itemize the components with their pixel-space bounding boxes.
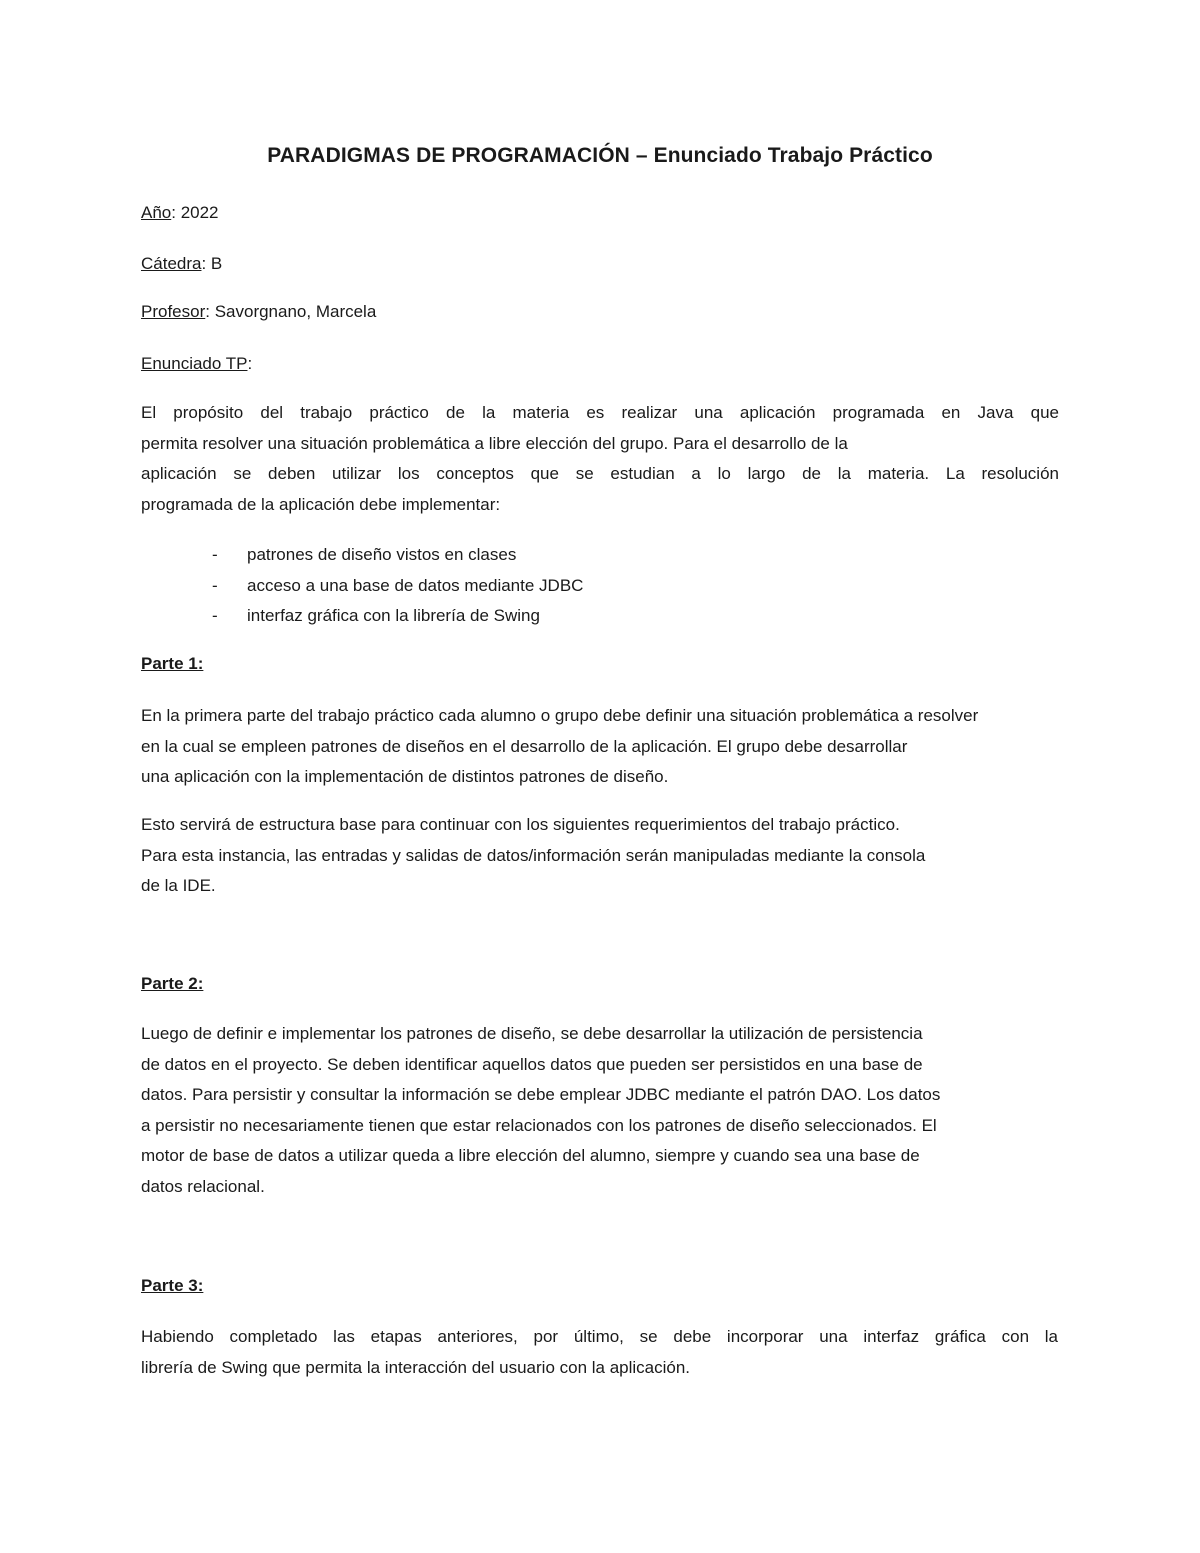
paragraph-line: una aplicación con la implementación de distintos patrones de diseño. bbox=[141, 767, 669, 786]
part3-heading: Parte 3: bbox=[141, 1276, 204, 1295]
year-row bbox=[141, 203, 219, 223]
bullet-dash: - bbox=[212, 606, 218, 625]
part3-paragraph-1 bbox=[141, 1322, 1058, 1383]
list-item-text: patrones de diseño vistos en clases bbox=[247, 545, 517, 564]
statement-value: : bbox=[247, 354, 253, 373]
list-item-text: acceso a una base de datos mediante JDBC bbox=[247, 575, 584, 595]
part1-paragraph-2 bbox=[141, 810, 925, 902]
paragraph-line: permita resolver una situación problemática a libre elección del grupo. Para el desarrollo de la bbox=[141, 433, 848, 453]
paragraph-line: de la IDE. bbox=[141, 876, 216, 895]
paragraph-line: motor de base de datos a utilizar queda a libre elección del alumno, siempre y cuando sea una base de bbox=[141, 1146, 920, 1165]
chair-label: Cátedra bbox=[141, 254, 202, 273]
paragraph-line: datos relacional. bbox=[141, 1176, 265, 1196]
year-value: : 2022 bbox=[171, 203, 219, 222]
paragraph-line: de datos en el proyecto. Se deben identificar aquellos datos que pueden ser persistidos en una base de bbox=[141, 1054, 923, 1074]
year-label: Año bbox=[141, 203, 172, 222]
statement-row bbox=[141, 354, 252, 374]
professor-row bbox=[141, 302, 376, 322]
chair-row bbox=[141, 254, 222, 274]
paragraph-line: Para esta instancia, las entradas y salidas de datos/información serán manipuladas mediante la consola bbox=[141, 845, 926, 865]
list-item-text: interfaz gráfica con la librería de Swing bbox=[247, 606, 540, 625]
professor-label: Profesor bbox=[141, 302, 206, 321]
paragraph-line: programada de la aplicación debe implementar: bbox=[141, 494, 501, 514]
paragraph-line: a persistir no necesariamente tienen que estar relacionados con los patrones de diseño seleccionados. El bbox=[141, 1115, 937, 1135]
bullet-dash: - bbox=[212, 545, 218, 564]
professor-value: : Savorgnano, Marcela bbox=[205, 302, 377, 321]
paragraph-line: datos. Para persistir y consultar la información se debe emplear JDBC mediante el patrón DAO. Los datos bbox=[141, 1085, 941, 1104]
paragraph-line: El propósito del trabajo práctico de la materia es realizar una aplicación programada en Java que bbox=[141, 403, 1059, 422]
part1-paragraph-1 bbox=[141, 701, 978, 793]
paragraph-line: en la cual se empleen patrones de diseños en el desarrollo de la aplicación. El grupo debe desarrollar bbox=[141, 736, 908, 756]
paragraph-line: librería de Swing que permita la interacción del usuario con la aplicación. bbox=[141, 1357, 691, 1377]
bullet-dash: - bbox=[212, 575, 218, 595]
part2-heading: Parte 2: bbox=[141, 974, 204, 993]
part2-paragraph-1 bbox=[141, 1019, 940, 1202]
paragraph-line: aplicación se deben utilizar los conceptos que se estudian a lo largo de la materia. La resolución bbox=[141, 464, 1059, 483]
intro-paragraph bbox=[141, 398, 1059, 520]
chair-value: : B bbox=[201, 254, 223, 273]
paragraph-line: Luego de definir e implementar los patrones de diseño, se debe desarrollar la utilización de persistencia bbox=[141, 1024, 923, 1043]
paragraph-line: Habiendo completado las etapas anteriores, por último, se debe incorporar una interfaz gráfica con la bbox=[141, 1327, 1058, 1346]
paragraph-line: Esto servirá de estructura base para continuar con los siguientes requerimientos del trabajo práctico. bbox=[141, 815, 900, 834]
part1-heading: Parte 1: bbox=[141, 654, 204, 673]
document-title: PARADIGMAS DE PROGRAMACIÓN – Enunciado Trabajo Práctico bbox=[267, 144, 933, 167]
statement-label: Enunciado TP bbox=[141, 354, 248, 373]
paragraph-line: En la primera parte del trabajo práctico cada alumno o grupo debe definir una situación problemática a resolver bbox=[141, 706, 979, 725]
